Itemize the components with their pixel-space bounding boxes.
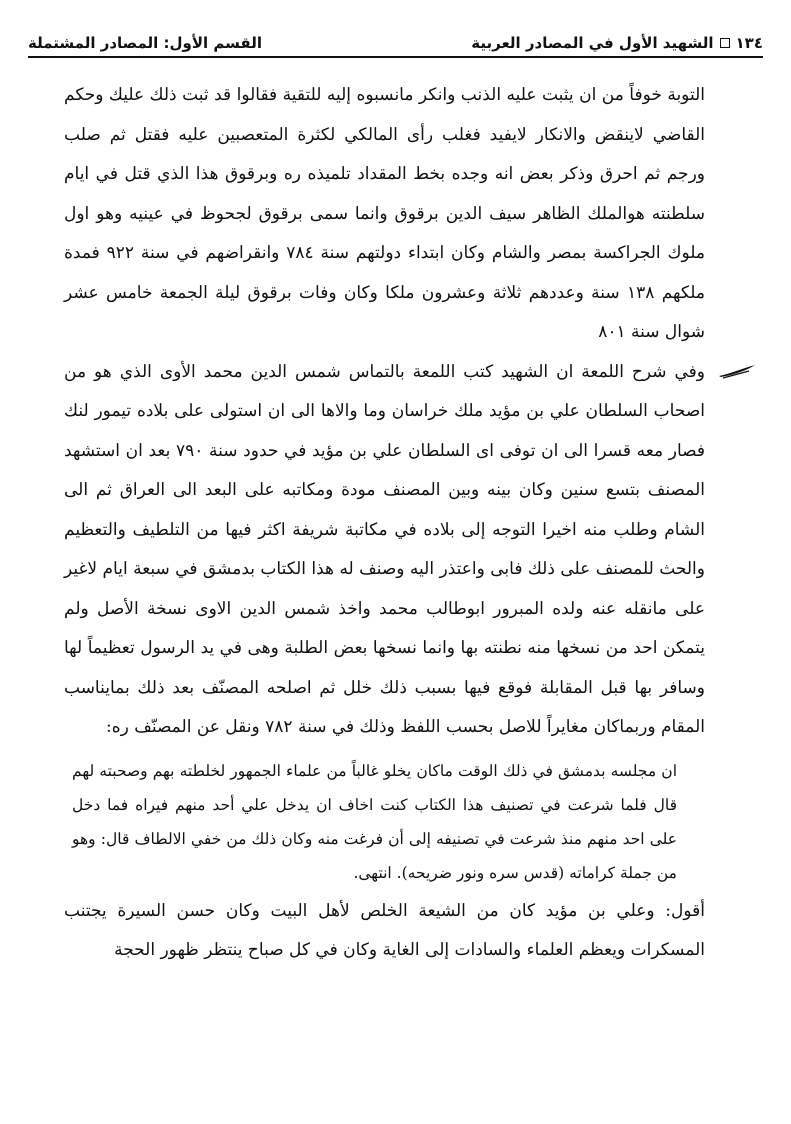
square-outline-icon [720, 38, 730, 48]
header-right [471, 34, 763, 52]
quoted-passage: ان مجلسه بدمشق في ذلك الوقت ماكان يخلو غالباً من علماء الجمهور لخلطته بهم وصحبته لهم قال فلما شرعت في تصنيف هذا الكتاب كنت اخاف ان يدخل علي أحد منهم فيراه فما دخل على احد منهم منذ شرعت في تصنيفه إلى أن فرغت منه وكان ذلك من خفي الالطاف قال: وهو من جملة كراماته (قدس سره ونور ضريحه). انتهى. [72, 761, 677, 882]
pen-marker-icon [717, 363, 757, 379]
paragraph-2: وفي شرح اللمعة ان الشهيد كتب اللمعة بالتماس شمس الدين محمد الأوى الذي هو من اصحاب السلطان علي بن مؤيد ملك خراسان وما والاها الى ان استولى على بلاده تيمور لنك فصار معه قسرا الى ان توفى اى السلطان علي بن مؤيد في حدود سنة ٧٩٠ بعد ان استشهد المصنف بتسع سنين وكان بينه وبين المصنف مودة ومكاتبه على البعد الى العراق ثم الى الشام وطلب منه اخيرا التوجه إلى بلاده في مكاتبة شريفة اكثر فيها من التلطيف والتعظيم والحث للمصنف على ذلك فابى واعتذر اليه وصنف له هذا الكتاب بدمشق في سبعة ايام لاغير على مانقله عنه ولده المبرور ابوطالب محمد واخذ شمس الدين الاوى نسخة الأصل ولم يتمكن احد من نسخها منه نطنته بها وانما نسخها بعض الطلبة وهى في يد الرسول تعظيماً لها وسافر بها قبل المقابلة فوقع فيها بسبب ذلك خلل ثم اصلحه المصنّف بعد ذلك بمايناسب المقام وربماكان مغايراً للاصل بحسب اللفظ وذلك في سنة ٧٨٢ ونقل عن المصنّف ره: [64, 361, 705, 737]
page-body [64, 76, 705, 971]
paragraph-2-block [64, 353, 705, 748]
section-title: القسم الأول: المصادر المشتملة [28, 34, 262, 52]
paragraph-3: أقول: وعلي بن مؤيد كان من الشيعة الخلص لأهل البيت وكان حسن السيرة يجتنب المسكرات ويعظم العلماء والسادات إلى الغاية وكان في كل صباح ينتظر ظهور الحجة [64, 900, 705, 960]
page-number: ١٣٤ [735, 34, 763, 52]
book-title: الشهيد الأول في المصادر العربية [471, 34, 714, 52]
running-header [28, 28, 763, 58]
paragraph-1: التوبة خوفاً من ان يثبت عليه الذنب وانكر مانسبوه إليه للتقية فقالوا قد ثبت ذلك عليك وحكم القاضي لاينقض والانكار لايفيد فغلب رأى المالكي لكثرة المتعصبين عليه فقتل ثم صلب ورجم ثم احرق وذكر بعض انه وجده بخط المقداد تلميذه ره وبرقوق هذا الذي قتل في ايام سلطنته هوالملك الظاهر سيف الدين برقوق وانما سمى برقوق لجحوظ في عينيه وهو اول ملوك الجراكسة بمصر والشام وكان ابتداء دولتهم سنة ٧٨٤ وانقراضهم في سنة ٩٢٢ فمدة ملكهم ١٣٨ سنة وعددهم ثلاثة وعشرون ملكا وكان وفات برقوق ليلة الجمعة خامس عشر شوال سنة ٨٠١ [64, 85, 705, 342]
